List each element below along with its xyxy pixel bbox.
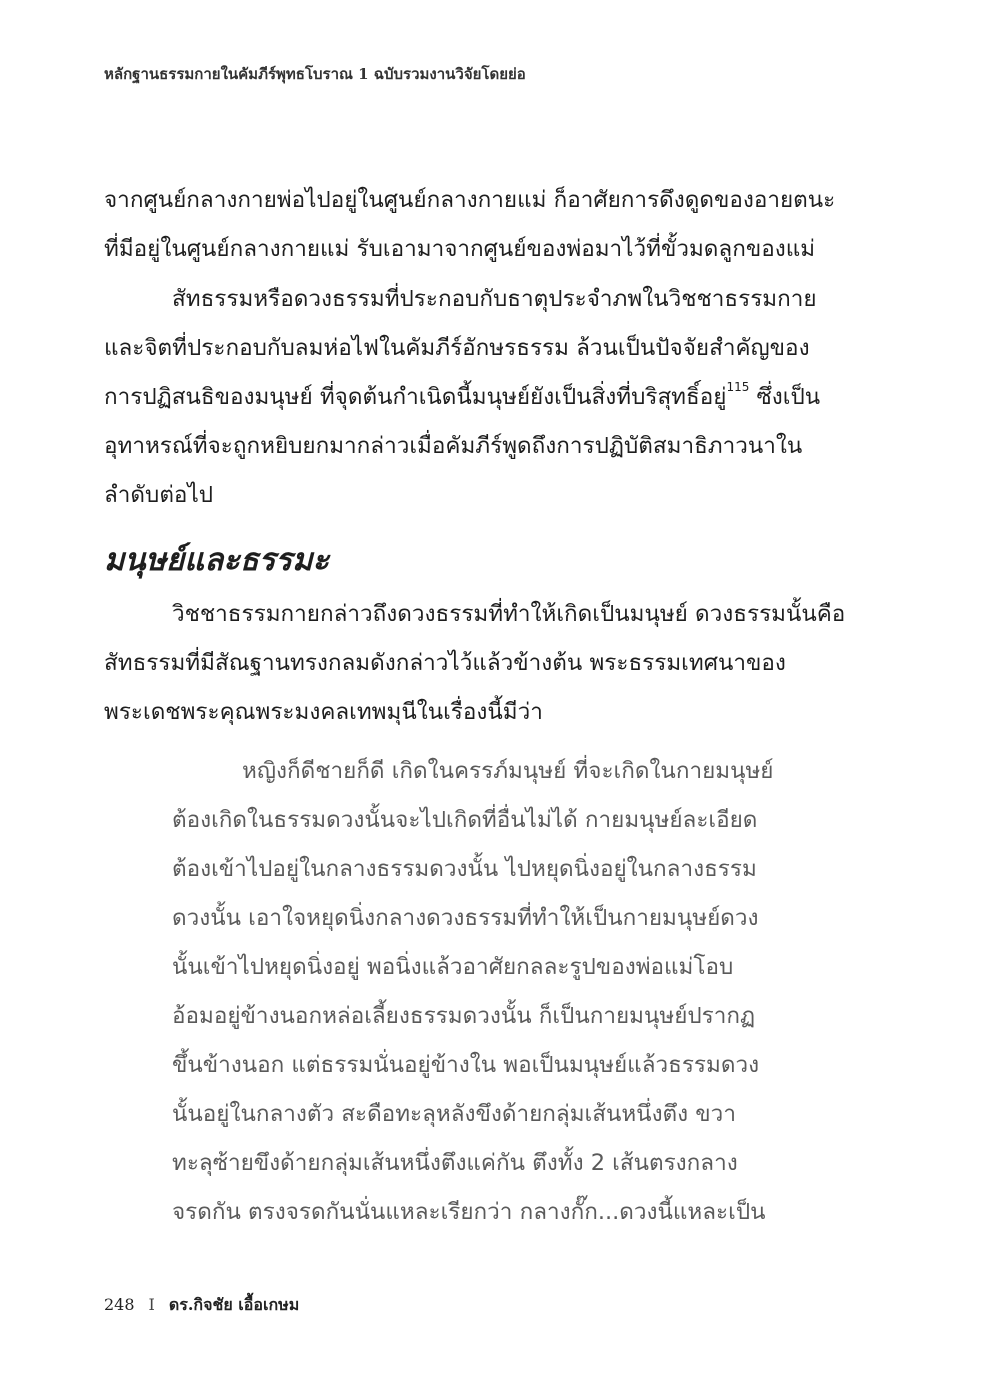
- quote-line: หญิงก็ดีชายก็ดี เกิดในครรภ์มนุษย์ ที่จะเกิดในกายมนุษย์: [242, 758, 774, 784]
- quote-line: นั้นเข้าไปหยุดนิ่งอยู่ พอนิ่งแล้วอาศัยกลละรูปของพ่อแม่โอบ: [172, 954, 734, 980]
- text-line: ลำดับต่อไป: [104, 482, 214, 508]
- text-segment: การปฏิสนธิของมนุษย์ ที่จุดต้นกำเนิดนี้มนุษย์ยังเป็นสิ่งที่บริสุทธิ์อยู่: [104, 384, 727, 410]
- author-name: ดร.กิจชัย เอื้อเกษม: [168, 1295, 300, 1314]
- page-number: 248: [104, 1295, 135, 1314]
- text-line: [104, 373, 862, 422]
- text-line: วิชชาธรรมกายกล่าวถึงดวงธรรมที่ทำให้เกิดเป็นมนุษย์ ดวงธรรมนั้นคือ: [172, 601, 846, 627]
- footnote-reference[interactable]: 115: [726, 380, 750, 394]
- paragraph-dhamma-and-conception: [104, 275, 862, 520]
- quote-line: จรดกัน ตรงจรดกันนั่นแหละเรียกว่า กลางกั๊ก...ดวงนี้แหละเป็น: [172, 1199, 766, 1225]
- quote-line: ดวงนั้น เอาใจหยุดนิ่งกลางดวงธรรมที่ทำให้เป็นกายมนุษย์ดวง: [172, 905, 759, 931]
- quote-line: อ้อมอยู่ข้างนอกหล่อเลี้ยงธรรมดวงนั้น ก็เป็นกายมนุษย์ปรากฏ: [172, 1003, 756, 1029]
- paragraph-dhammakaya-teaching: [104, 590, 862, 737]
- quote-line: นั้นอยู่ในกลางตัว สะดือทะลุหลังขึงด้ายกลุ่มเส้นหนึ่งตึง ขวา: [172, 1101, 736, 1127]
- text-line: สัทธรรมหรือดวงธรรมที่ประกอบกับธาตุประจำภพในวิชชาธรรมกาย: [172, 286, 817, 312]
- text-line: และจิตที่ประกอบกับลมห่อไฟในคัมภีร์อักษรธรรม ล้วนเป็นปัจจัยสำคัญของ: [104, 335, 810, 361]
- text-line: อุทาหรณ์ที่จะถูกหยิบยกมากล่าวเมื่อคัมภีร์พูดถึงการปฏิบัติสมาธิภาวนาใน: [104, 433, 803, 459]
- text-line: สัทธรรมที่มีสัณฐานทรงกลมดังกล่าวไว้แล้วข้างต้น พระธรรมเทศนาของ: [104, 650, 786, 676]
- quote-line: ทะลุซ้ายขึงด้ายกลุ่มเส้นหนึ่งตึงแค่กัน ตึงทั้ง 2 เส้นตรงกลาง: [172, 1150, 738, 1176]
- text-segment: ซึ่งเป็น: [749, 384, 821, 410]
- quote-line: ต้องเกิดในธรรมดวงนั้นจะไปเกิดที่อื่นไม่ได้ กายมนุษย์ละเอียด: [172, 807, 758, 833]
- text-line: พระเดชพระคุณพระมงคลเทพมุนีในเรื่องนี้มีว่า: [104, 699, 543, 725]
- block-quote: [172, 747, 792, 1237]
- section-heading: มนุษย์และธรรมะ: [104, 542, 330, 578]
- text-line: จากศูนย์กลางกายพ่อไปอยู่ในศูนย์กลางกายแม่ ก็อาศัยการดึงดูดของอายตนะ: [104, 187, 836, 213]
- footer-separator: I: [148, 1295, 155, 1314]
- intro-paragraph: [104, 176, 862, 274]
- running-header: หลักฐานธรรมกายในคัมภีร์พุทธโบราณ 1 ฉบับรวมงานวิจัยโดยย่อ: [104, 65, 526, 83]
- quote-line: ต้องเข้าไปอยู่ในกลางธรรมดวงนั้น ไปหยุดนิ่งอยู่ในกลางธรรม: [172, 856, 757, 882]
- text-line: ที่มีอยู่ในศูนย์กลางกายแม่ รับเอามาจากศูนย์ของพ่อมาไว้ที่ขั้วมดลูกของแม่: [104, 236, 816, 262]
- page-footer: [104, 1293, 299, 1318]
- quote-line: ขึ้นข้างนอก แต่ธรรมนั่นอยู่ข้างใน พอเป็นมนุษย์แล้วธรรมดวง: [172, 1052, 760, 1078]
